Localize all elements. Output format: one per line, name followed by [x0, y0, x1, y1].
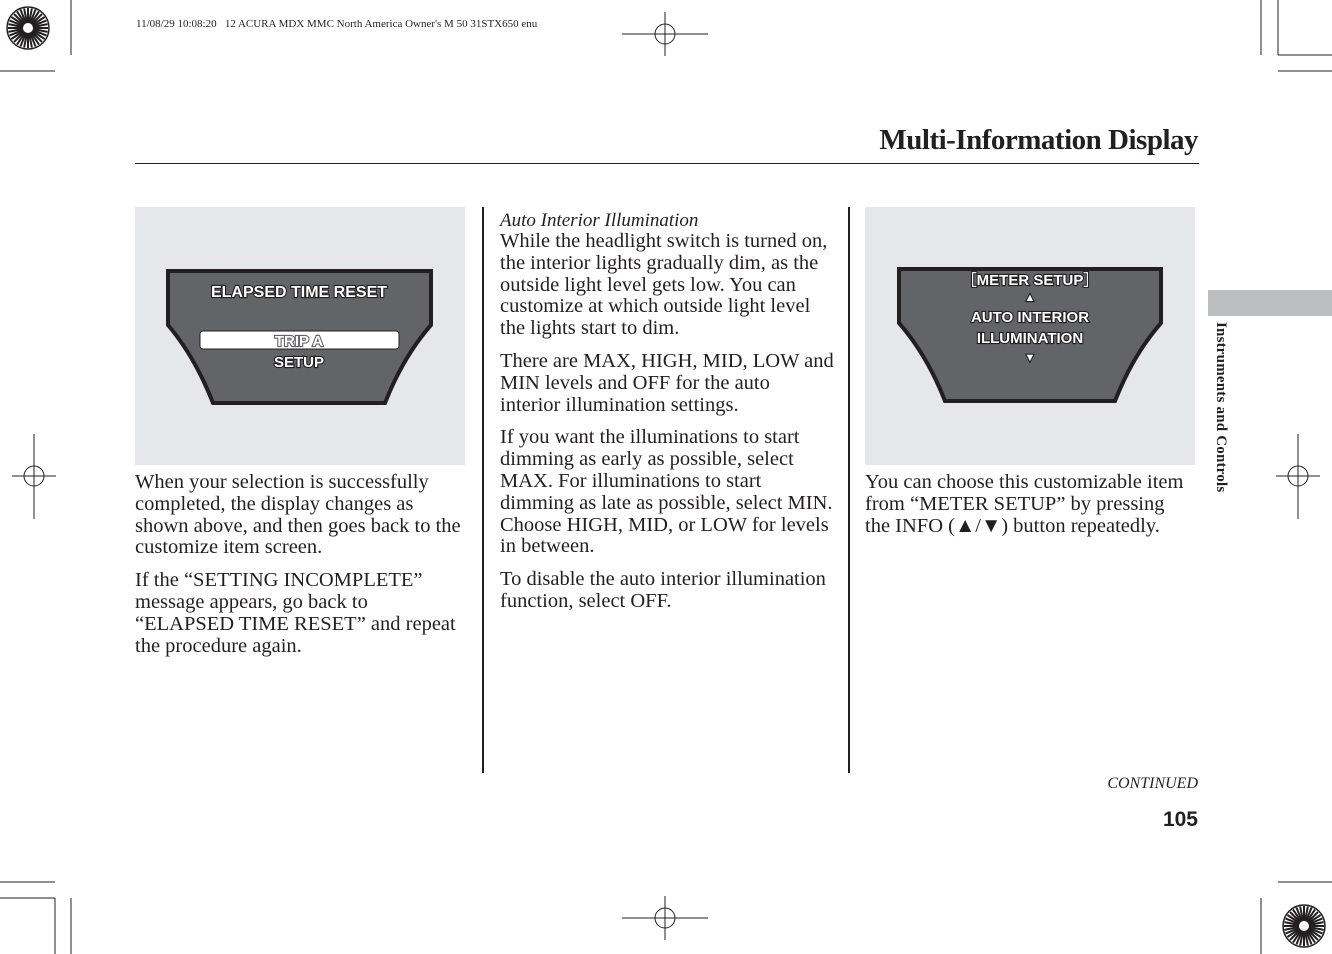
- display-line2-text: SETUP: [273, 354, 325, 371]
- display-highlight-text: TRIP A: [274, 333, 324, 350]
- elapsed-time-reset-figure: [135, 207, 465, 465]
- right-column-text: [865, 472, 1185, 548]
- middle-paragraph-3: If you want the illuminations to start dimming as early as possible, select MAX. For illuminations to start dimming as late as possible, select MIN. Choose HIGH, MID, or LOW for levels in between.: [500, 426, 833, 558]
- print-job-line: 11/08/29 10:08:20 12 ACURA MDX MMC North America Owner's M 50 31STX650 enu: [136, 18, 538, 30]
- column-divider-2: [848, 207, 850, 773]
- middle-paragraph-2: There are MAX, HIGH, MID, LOW and MIN levels and OFF for the auto interior illumination settings.: [500, 349, 834, 416]
- middle-paragraph-1: While the headlight switch is turned on, the interior lights gradually dim, as the outside light level gets low. You can customize at which outside light level the lights start to dim.: [500, 230, 828, 340]
- display-line1-text: AUTO INTERIOR: [970, 309, 1090, 326]
- down-arrow-icon: ▼: [1024, 352, 1036, 364]
- middle-paragraph-4: To disable the auto interior illumination function, select OFF.: [500, 568, 826, 612]
- display-illustration-2: [865, 207, 1195, 465]
- left-column-text: [135, 472, 467, 668]
- meter-setup-figure: [865, 207, 1195, 465]
- left-paragraph-1: When your selection is successfully completed, the display changes as shown above, and then goes back to the customize item screen.: [135, 471, 461, 559]
- column-divider-1: [482, 207, 484, 773]
- section-heading: Auto Interior Illumination: [500, 210, 699, 231]
- up-arrow-icon: ▲: [1024, 292, 1036, 304]
- display-header-text: ELAPSED TIME RESET: [210, 284, 388, 301]
- section-tab-label: Instruments and Controls: [1213, 322, 1229, 493]
- right-paragraph: You can choose this customizable item from “METER SETUP” by pressing the INFO (▲/▼) button repeatedly.: [865, 471, 1184, 537]
- page-title: Multi-Information Display: [879, 124, 1198, 156]
- title-rule: [135, 163, 1199, 164]
- section-tab-marker: [1208, 290, 1332, 316]
- display-illustration: [135, 207, 465, 465]
- left-paragraph-2: If the “SETTING INCOMPLETE” message appears, go back to “ELAPSED TIME RESET” and repeat the procedure again.: [135, 569, 456, 657]
- middle-column-text: [500, 211, 835, 624]
- page-number: 105: [1162, 808, 1198, 831]
- meter-setup-header: ［METER SETUP］: [961, 272, 1099, 289]
- display-line2-text: ILLUMINATION: [976, 330, 1084, 347]
- continued-label: CONTINUED: [1107, 775, 1198, 792]
